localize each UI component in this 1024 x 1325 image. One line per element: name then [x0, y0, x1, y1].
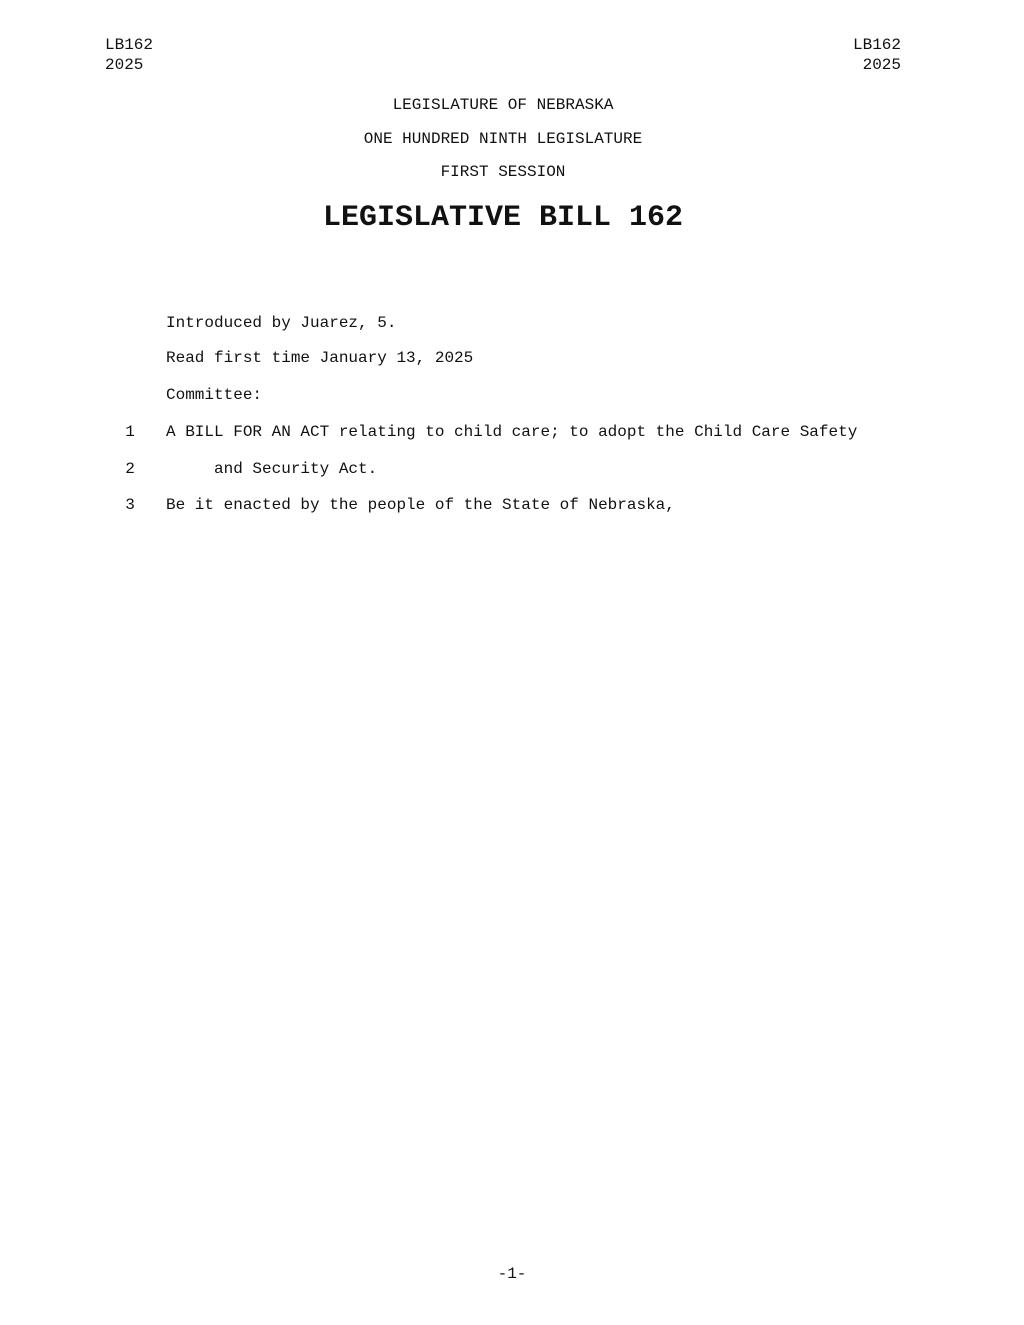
committee-label: Committee:	[166, 386, 263, 404]
legislature-session-name: ONE HUNDRED NINTH LEGISLATURE	[363, 130, 643, 148]
legislature-name: LEGISLATURE OF NEBRASKA	[392, 96, 614, 114]
header-left-year: 2025	[105, 56, 144, 74]
header-right-bill-id: LB162	[852, 36, 901, 54]
page-number: -1-	[497, 1265, 527, 1283]
read-first-time: Read first time January 13, 2025	[166, 349, 474, 367]
header-left	[105, 35, 153, 75]
header-right	[853, 35, 901, 75]
line-text: Be it enacted by the people of the State of Nebraska,	[166, 496, 675, 514]
introduced-by: Introduced by Juarez, 5.	[166, 314, 397, 332]
bill-line	[0, 422, 1024, 442]
line-text: and Security Act.	[214, 460, 378, 478]
line-number: 3	[125, 496, 135, 514]
session-label: FIRST SESSION	[440, 163, 566, 181]
header-right-year: 2025	[862, 56, 901, 74]
bill-title: LEGISLATIVE BILL 162	[322, 201, 684, 235]
bill-line	[0, 495, 1024, 515]
line-text: A BILL FOR AN ACT relating to child care; to adopt the Child Care Safety	[166, 423, 858, 441]
line-number: 2	[125, 460, 135, 478]
bill-line	[0, 459, 1024, 479]
line-number: 1	[125, 423, 135, 441]
header-left-bill-id: LB162	[105, 36, 154, 54]
